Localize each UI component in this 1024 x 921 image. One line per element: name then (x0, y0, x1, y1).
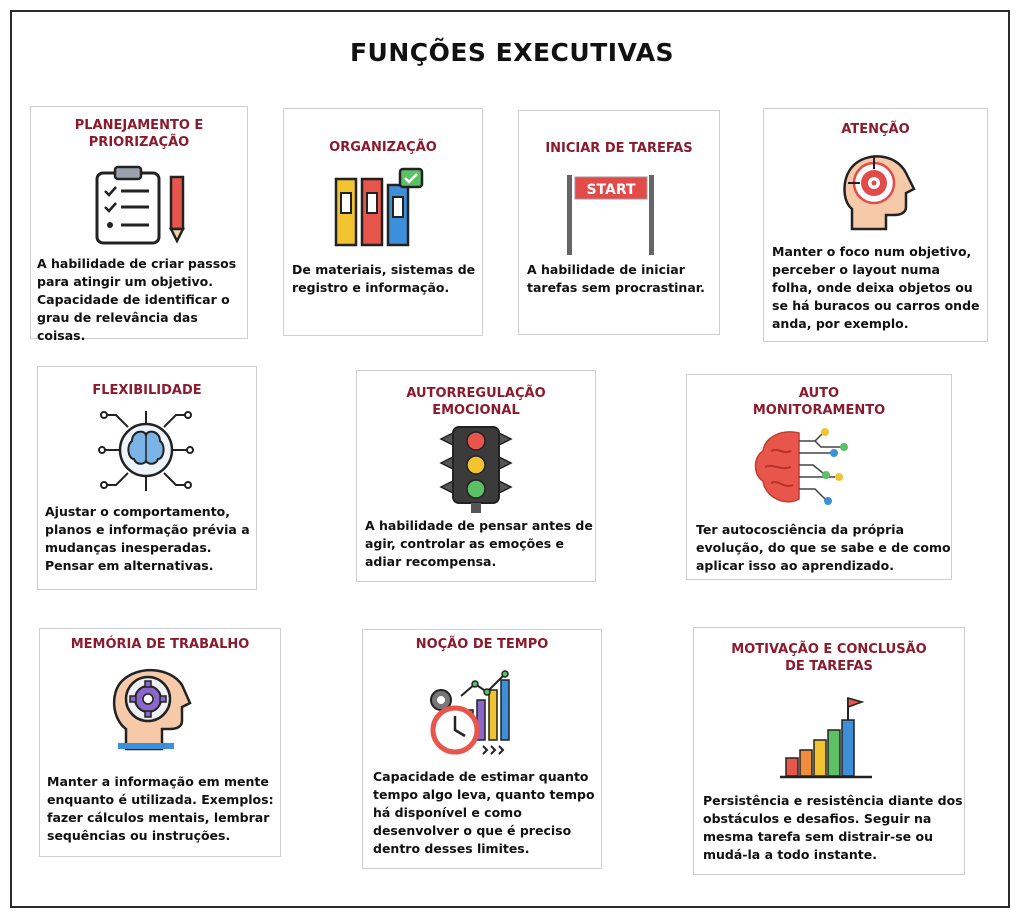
bar-steps-flag-icon (778, 694, 878, 780)
start-banner-label: START (586, 182, 636, 198)
clock-chart-icon (421, 666, 521, 758)
page-title: FUNÇÕES EXECUTIVAS (349, 38, 675, 67)
card-flexibilidade (37, 366, 257, 590)
start-banner-icon (561, 171, 661, 257)
card-description: Manter a informação em mente enquanto é utilizada. Exemplos: fazer cálculos mentais, lembrar sequências ou instruções. (47, 774, 274, 843)
card-title: NOÇÃO DE TEMPO (415, 637, 549, 652)
card-description: A habilidade de criar passos para atingir um objetivo. Capacidade de identificar o grau de relevância das coisas. (37, 256, 237, 343)
card-planejamento (30, 106, 248, 343)
card-memoria-trabalho (39, 628, 281, 857)
binders-icon (332, 167, 428, 247)
card-title: MEMÓRIA DE TRABALHO (70, 637, 250, 652)
head-gear-icon (104, 663, 204, 751)
card-title: ORGANIZAÇÃO (329, 140, 437, 155)
card-organizacao (283, 108, 483, 336)
brain-circuit-icon (751, 427, 851, 511)
card-title: PLANEJAMENTO E PRIORIZAÇÃO (74, 118, 204, 150)
card-title: AUTO MONITORAMENTO (752, 386, 886, 418)
card-title: AUTORREGULAÇÃO EMOCIONAL (406, 386, 546, 418)
card-motivacao (693, 627, 965, 875)
card-description: Manter o foco num objetivo, perceber o layout numa folha, onde deixa objetos ou se há buracos ou carros onde anda, por exemplo. (772, 244, 980, 331)
card-title: INICIAR DE TAREFAS (545, 141, 693, 156)
card-description: Capacidade de estimar quanto tempo algo leva, quanto tempo há disponível e como desenvolver o que é preciso dentro desses limites. (373, 769, 595, 856)
head-target-icon (838, 149, 922, 233)
clipboard-checklist-icon (95, 165, 195, 245)
card-iniciar-tarefas (518, 110, 720, 335)
card-description: A habilidade de iniciar tarefas sem procrastinar. (527, 262, 705, 295)
card-autorregulacao (356, 370, 596, 582)
brain-network-icon (98, 407, 194, 493)
card-nocao-tempo (362, 629, 602, 869)
card-title: FLEXIBILIDADE (92, 383, 202, 398)
card-description: Ter autocosciência da própria evolução, do que se sabe e de como aplicar isso ao aprendizado. (696, 522, 951, 573)
card-atencao (763, 108, 988, 342)
card-auto-monitoramento (686, 374, 952, 580)
card-title: MOTIVAÇÃO E CONCLUSÃO DE TAREFAS (731, 642, 927, 674)
traffic-light-icon (439, 425, 513, 513)
card-description: Persistência e resistência diante dos obstáculos e desafios. Seguir na mesma tarefa sem distrair-se ou mudá-la a todo instante. (703, 793, 963, 862)
card-description: A habilidade de pensar antes de agir, controlar as emoções e adiar recompensa. (365, 518, 593, 569)
card-description: De materiais, sistemas de registro e informação. (292, 262, 476, 295)
card-title: ATENÇÃO (841, 122, 910, 137)
card-description: Ajustar o comportamento, planos e informação prévia a mudanças inesperadas. Pensar em alternativas. (45, 504, 250, 573)
